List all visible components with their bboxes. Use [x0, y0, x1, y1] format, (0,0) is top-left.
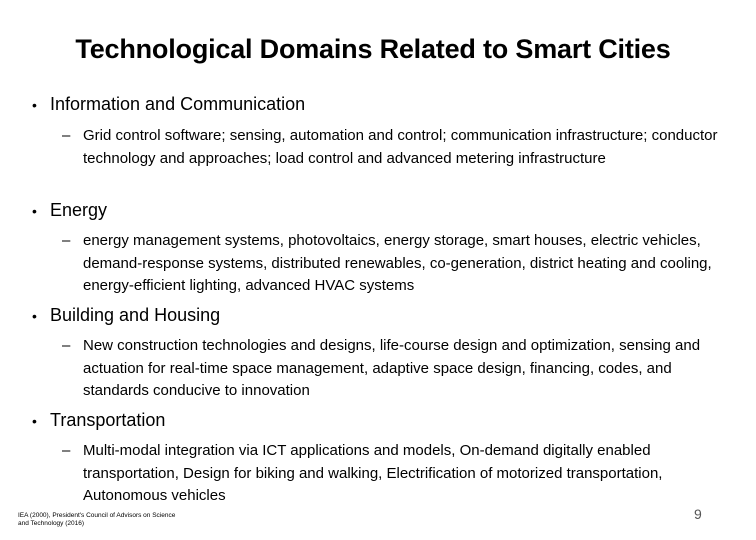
bullet-icon: • — [32, 308, 37, 324]
bullet-icon: • — [32, 203, 37, 219]
bullet-icon: • — [32, 97, 37, 113]
source-footnote: IEA (2000), President's Council of Advisors on Science and Technology (2016) — [18, 512, 176, 527]
slide-title: Technological Domains Related to Smart Cities — [75, 34, 671, 64]
bullet-heading: Transportation — [50, 410, 166, 430]
bullet-building-housing — [32, 305, 220, 326]
bullet-heading: Information and Communication — [50, 94, 306, 114]
detail-building-housing — [62, 335, 732, 403]
bullet-energy — [32, 200, 107, 221]
bullet-information-communication — [32, 94, 305, 115]
dash-icon: – — [62, 127, 71, 144]
detail-text: Multi-modal integration via ICT applications and models, On-demand digitally enabled transportation, Design for biking and walking, Electrification of motorized transportation, Autonomous vehicles — [83, 442, 663, 504]
page-number: 9 — [694, 506, 702, 522]
dash-icon: – — [62, 232, 71, 249]
bullet-heading: Energy — [50, 200, 108, 220]
detail-energy — [62, 230, 732, 298]
bullet-heading: Building and Housing — [50, 305, 221, 325]
detail-text: Grid control software; sensing, automation and control; communication infrastructure; conductor technology and approaches; load control and advanced metering infrastructure — [83, 127, 718, 167]
dash-icon: – — [62, 337, 71, 354]
dash-icon: – — [62, 442, 71, 459]
detail-transportation — [62, 440, 732, 508]
bullet-icon: • — [32, 413, 37, 429]
detail-text: energy management systems, photovoltaics, energy storage, smart houses, electric vehicles, demand-response systems, distributed renewables, co-generation, district heating and cooling, energy-efficient lighting, advanced HVAC systems — [83, 232, 712, 294]
detail-text: New construction technologies and designs, life-course design and optimization, sensing and actuation for real-time space management, adaptive space design, financing, codes, and standards conducive to innovation — [83, 337, 701, 399]
bullet-transportation — [32, 410, 165, 431]
detail-information-communication — [62, 125, 732, 170]
